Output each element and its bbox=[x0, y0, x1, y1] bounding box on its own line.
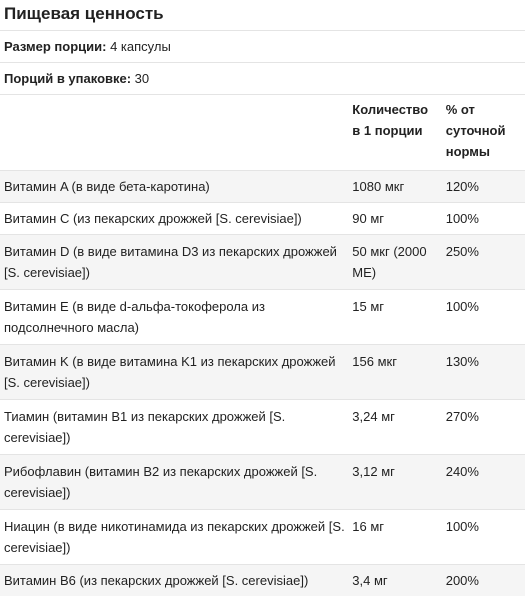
nutrient-name: Витамин C (из пекарских дрожжей [S. cerevisiae]) bbox=[0, 202, 348, 234]
table-header-row bbox=[0, 95, 525, 170]
serving-size-value: 4 капсулы bbox=[106, 39, 171, 54]
table-row bbox=[0, 399, 525, 454]
nutrient-daily-value: 120% bbox=[442, 170, 525, 202]
nutrient-amount: 3,24 мг bbox=[348, 399, 441, 454]
header-dv-line: суточной bbox=[445, 123, 506, 138]
nutrient-name: Тиамин (витамин B1 из пекарских дрожжей [S. cerevisiae]) bbox=[0, 399, 348, 454]
nutrient-amount: 15 мг bbox=[348, 289, 441, 344]
nutrient-name: Рибофлавин (витамин B2 из пекарских дрожжей [S. cerevisiae]) bbox=[0, 454, 348, 509]
nutrient-amount: 3,4 мг bbox=[348, 564, 441, 596]
nutrient-daily-value: 240% bbox=[442, 454, 525, 509]
header-daily-value bbox=[442, 95, 525, 170]
nutrient-daily-value: 100% bbox=[442, 289, 525, 344]
servings-per-container-row bbox=[0, 63, 525, 95]
table-row bbox=[0, 202, 525, 234]
table-row bbox=[0, 454, 525, 509]
nutrient-amount: 50 мкг (2000 МЕ) bbox=[348, 234, 441, 289]
nutrient-daily-value: 200% bbox=[442, 564, 525, 596]
nutrient-amount: 156 мкг bbox=[348, 344, 441, 399]
header-nutrient bbox=[0, 95, 348, 170]
nutrient-daily-value: 100% bbox=[442, 202, 525, 234]
header-dv-line: нормы bbox=[445, 144, 490, 159]
table-row bbox=[0, 564, 525, 596]
nutrient-amount: 3,12 мг bbox=[348, 454, 441, 509]
nutrient-daily-value: 130% bbox=[442, 344, 525, 399]
nutrient-daily-value: 270% bbox=[442, 399, 525, 454]
nutrient-amount: 1080 мкг bbox=[348, 170, 441, 202]
nutrient-amount: 16 мг bbox=[348, 509, 441, 564]
table-row bbox=[0, 344, 525, 399]
nutrient-amount: 90 мг bbox=[348, 202, 441, 234]
nutrition-table bbox=[0, 95, 525, 596]
nutrient-daily-value: 250% bbox=[442, 234, 525, 289]
serving-size-row bbox=[0, 31, 525, 63]
table-row bbox=[0, 234, 525, 289]
header-amount-line: Количество bbox=[352, 102, 429, 117]
nutrient-name: Витамин D (в виде витамина D3 из пекарских дрожжей [S. cerevisiae]) bbox=[0, 234, 348, 289]
nutrition-title: Пищевая ценность bbox=[0, 0, 525, 31]
servings-per-container-label: Порций в упаковке: bbox=[4, 71, 132, 86]
nutrient-daily-value: 100% bbox=[442, 509, 525, 564]
header-amount-line: в 1 порции bbox=[352, 123, 423, 138]
nutrient-name: Витамин A (в виде бета-каротина) bbox=[0, 170, 348, 202]
serving-size-label: Размер порции: bbox=[4, 39, 107, 54]
servings-per-container-value: 30 bbox=[131, 71, 150, 86]
table-row bbox=[0, 509, 525, 564]
nutrient-name: Ниацин (в виде никотинамида из пекарских дрожжей [S. cerevisiae]) bbox=[0, 509, 348, 564]
table-row bbox=[0, 289, 525, 344]
table-row bbox=[0, 170, 525, 202]
nutrient-name: Витамин B6 (из пекарских дрожжей [S. cerevisiae]) bbox=[0, 564, 348, 596]
header-amount bbox=[348, 95, 441, 170]
nutrient-name: Витамин K (в виде витамина K1 из пекарских дрожжей [S. cerevisiae]) bbox=[0, 344, 348, 399]
header-dv-line: % от bbox=[445, 102, 475, 117]
nutrient-name: Витамин E (в виде d-альфа-токоферола из подсолнечного масла) bbox=[0, 289, 348, 344]
